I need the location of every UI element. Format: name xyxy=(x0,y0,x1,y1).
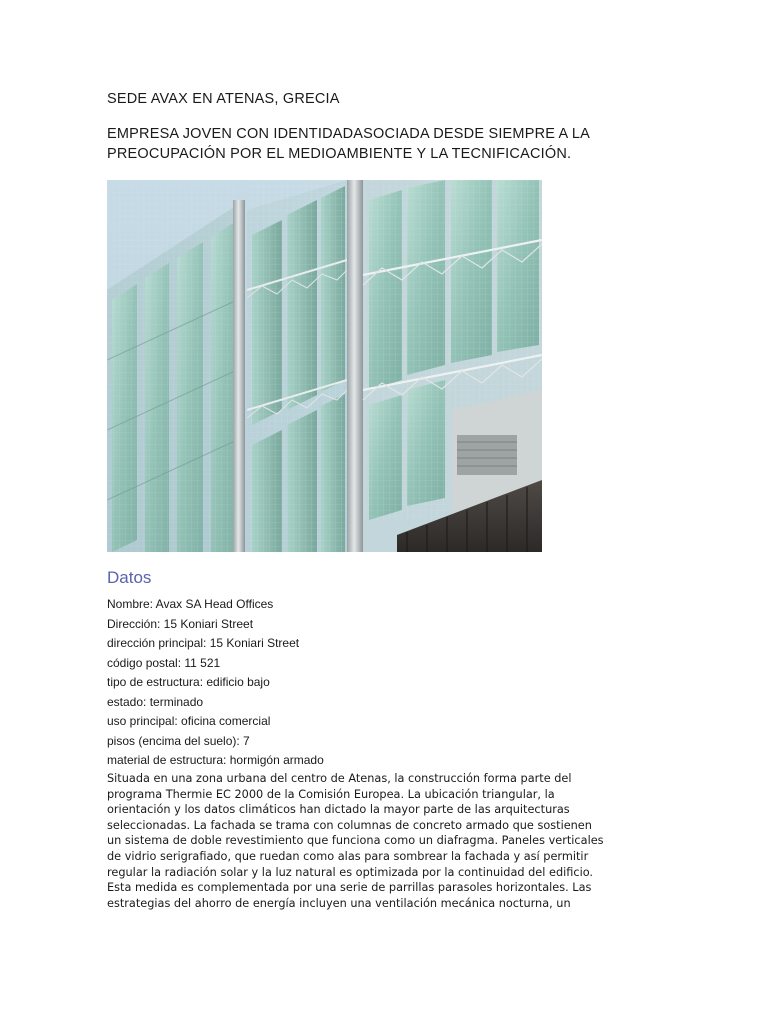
field-uso-principal: uso principal: oficina comercial xyxy=(107,714,271,728)
building-facade-photo xyxy=(107,180,542,552)
field-estado: estado: terminado xyxy=(107,694,204,709)
lead-line: EMPRESA JOVEN CON IDENTIDADASOCIADA DESDE SIEMPRE A LA xyxy=(107,126,590,142)
field-direccion-principal: dirección principal: 15 Koniari Street xyxy=(107,636,300,650)
field-tipo-estructura: tipo de estructura: edificio bajo xyxy=(107,675,270,689)
field-pisos: pisos (encima del suelo): 7 xyxy=(107,733,250,748)
body-line: Esta medida es complementada por una serie de parrillas parasoles horizontales. Las xyxy=(107,881,592,895)
body-line: un sistema de doble revestimiento que funciona como un diafragma. Paneles verticales xyxy=(107,834,604,848)
body-line: regular la radiación solar y la luz natural es optimizada por la continuidad del edificio. xyxy=(107,865,594,879)
body-line: estrategias del ahorro de energía incluyen una ventilación mecánica nocturna, un xyxy=(107,896,571,910)
body-line: seleccionadas. La fachada se trama con columnas de concreto armado que sostienen xyxy=(107,818,592,832)
body-line: de vidrio serigrafiado, que ruedan como alas para sombrear la fachada y así permitir xyxy=(107,849,589,863)
body-line: orientación y los datos climáticos han dictado la mayor parte de las arquitecturas xyxy=(107,803,570,817)
body-line: Situada en una zona urbana del centro de Atenas, la construcción forma parte del xyxy=(107,772,572,785)
body-line: programa Thermie EC 2000 de la Comisión Europea. La ubicación triangular, la xyxy=(107,787,555,801)
section-heading-datos: Datos xyxy=(107,568,152,587)
lead-paragraph xyxy=(107,124,667,164)
field-direccion: Dirección: 15 Koniari Street xyxy=(107,616,254,631)
field-material-estructura: material de estructura: hormigón armado xyxy=(107,753,324,767)
field-nombre: Nombre: Avax SA Head Offices xyxy=(107,597,274,611)
lead-line: PREOCUPACIÓN POR EL MEDIOAMBIENTE Y LA TECNIFICACIÓN. xyxy=(107,146,572,162)
document-title: SEDE AVAX EN ATENAS, GRECIA xyxy=(107,91,340,107)
field-codigo-postal: código postal: 11 521 xyxy=(107,655,221,670)
description-paragraph xyxy=(107,771,647,911)
data-fields-list xyxy=(107,595,324,771)
